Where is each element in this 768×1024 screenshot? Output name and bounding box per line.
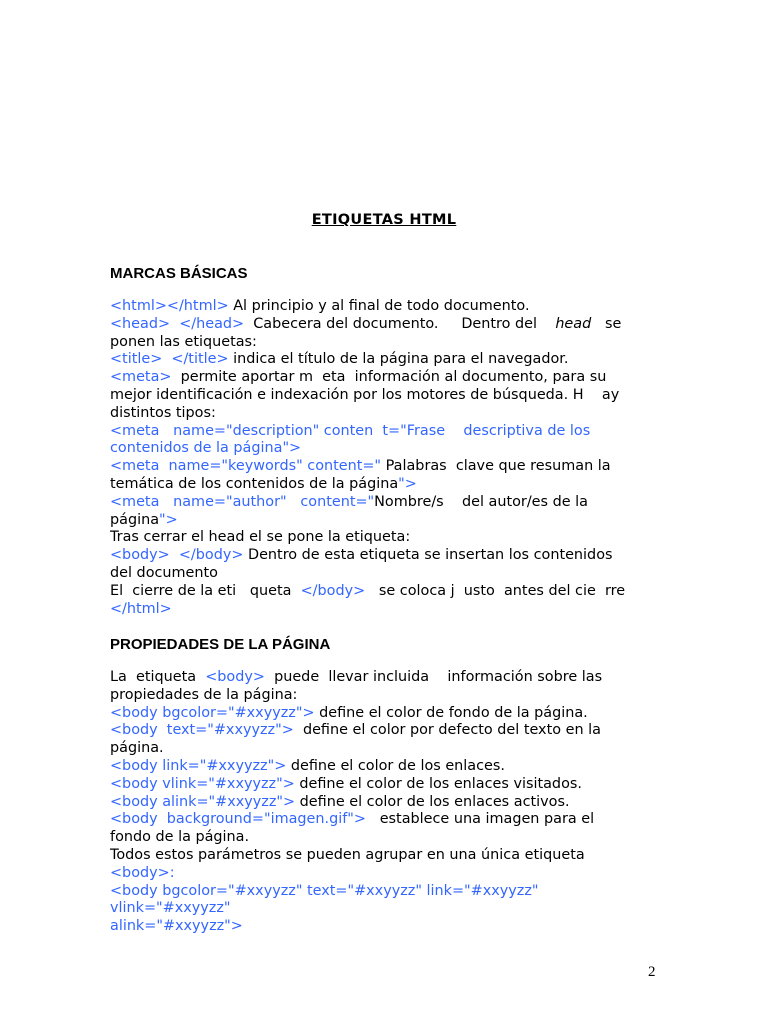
body-text: puede llevar incluida información sobre las <box>264 669 603 685</box>
body-text: se <box>591 315 622 332</box>
body-text: define el color de los enlaces activos. <box>295 793 570 810</box>
text-line <box>110 900 632 918</box>
body-text: página. <box>110 740 164 757</box>
text-line <box>110 847 632 865</box>
html-tag-code: <meta name="keywords" content=" <box>110 458 382 475</box>
text-line <box>110 440 632 458</box>
body-text: Tras cerrar el head el se pone la etiqueta: <box>110 529 411 546</box>
text-line <box>110 883 632 901</box>
body-text: Nombre/s del autor/es de la <box>374 493 588 510</box>
page-number: 2 <box>648 964 656 980</box>
body-text: distintos tipos: <box>110 404 216 421</box>
body-text: define el color de los enlaces. <box>286 757 505 774</box>
body-text: La etiqueta <box>110 669 206 685</box>
text-line <box>110 722 632 740</box>
text-line <box>110 705 632 723</box>
text-line <box>110 316 632 334</box>
html-tag-code: contenidos de la página"> <box>110 440 302 457</box>
html-tag-code: <head> </head> <box>110 315 245 332</box>
text-line <box>110 351 632 369</box>
text-line <box>110 865 632 883</box>
body-text: establece una imagen para el <box>365 811 595 828</box>
text-line <box>110 794 632 812</box>
html-tag-code: <meta name="description" conten t="Frase descriptiva de los <box>110 422 591 439</box>
body-text: El cierre de la eti queta <box>110 582 301 599</box>
body-text: del documento <box>110 564 218 581</box>
text-line <box>110 565 632 583</box>
section-heading-marcas-basicas: MARCAS BÁSICAS <box>110 265 248 282</box>
body-text: Al principio y al final de todo documento. <box>228 298 530 314</box>
body-text: define el color de los enlaces visitados. <box>294 775 582 792</box>
text-line <box>110 758 632 776</box>
body-text: Dentro de esta etiqueta se insertan los contenidos <box>243 547 613 564</box>
html-tag-code: </html> <box>110 600 172 617</box>
text-line <box>110 512 632 530</box>
html-tag-code: <body vlink="#xxyyzz"> <box>110 775 295 792</box>
body-text: define el color por defecto del texto en la <box>293 722 601 739</box>
section-body-propiedades <box>110 669 632 936</box>
body-text: define el color de fondo de la página. <box>314 704 588 721</box>
section-heading-propiedades: PROPIEDADES DE LA PÁGINA <box>110 636 331 653</box>
body-text: Cabecera del documento. Dentro del <box>244 315 556 332</box>
html-tag-code: <body> <box>205 669 265 685</box>
html-tag-code: <meta name="author" content=" <box>110 493 375 510</box>
body-text: Todos estos parámetros se pueden agrupar en una única etiqueta <box>110 846 585 863</box>
text-line <box>110 494 632 512</box>
body-text: se coloca j usto antes del cie rre <box>365 582 626 599</box>
text-line <box>110 529 632 547</box>
html-tag-code: alink="#xxyyzz"> <box>110 918 243 935</box>
body-text: indica el título de la página para el navegador. <box>228 351 569 368</box>
text-line <box>110 476 632 494</box>
text-line <box>110 918 632 936</box>
text-line <box>110 405 632 423</box>
html-tag-code: </body> <box>300 582 366 599</box>
html-tag-code: vlink="#xxyyzz" <box>110 900 231 917</box>
html-tag-code: <body text="#xxyyzz"> <box>110 722 294 739</box>
body-text: Palabras clave que resuman la <box>381 458 611 475</box>
body-text: permite aportar m eta información al documento, para su <box>171 369 607 386</box>
body-text: propiedades de la página: <box>110 686 298 703</box>
text-line <box>110 687 632 705</box>
html-tag-code: <body bgcolor="#xxyyzz"> <box>110 704 315 721</box>
text-line <box>110 298 632 316</box>
html-tag-code: <body alink="#xxyyzz"> <box>110 793 296 810</box>
italic-term: head <box>555 315 592 332</box>
text-line <box>110 423 632 441</box>
text-line <box>110 740 632 758</box>
text-line <box>110 829 632 847</box>
html-tag-code: "> <box>398 475 417 492</box>
body-text: fondo de la página. <box>110 829 250 846</box>
text-line <box>110 776 632 794</box>
html-tag-code: <meta> <box>110 369 172 386</box>
html-tag-code: <body>: <box>110 864 175 881</box>
html-tag-code: <title> </title> <box>110 351 229 368</box>
html-tag-code: <html></html> <box>110 298 229 314</box>
body-text: mejor identificación e indexación por los motores de búsqueda. H ay <box>110 386 620 403</box>
html-tag-code: "> <box>159 511 178 528</box>
html-tag-code: <body> </body> <box>110 547 244 564</box>
text-line <box>110 369 632 387</box>
text-line <box>110 583 632 601</box>
text-line <box>110 334 632 352</box>
text-line <box>110 811 632 829</box>
text-line <box>110 601 632 619</box>
body-text: temática de los contenidos de la página <box>110 475 399 492</box>
text-line <box>110 458 632 476</box>
document-title: ETIQUETAS HTML <box>311 212 457 228</box>
html-tag-code: <body bgcolor="#xxyyzz" text="#xxyyzz" link="#xxyyzz" <box>110 882 539 899</box>
html-tag-code: <body link="#xxyyzz"> <box>110 757 287 774</box>
body-text: página <box>110 511 160 528</box>
text-line <box>110 387 632 405</box>
section-body-marcas-basicas <box>110 298 632 618</box>
html-tag-code: <body background="imagen.gif"> <box>110 811 366 828</box>
body-text: ponen las etiquetas: <box>110 333 257 350</box>
text-line <box>110 547 632 565</box>
text-line <box>110 669 632 687</box>
